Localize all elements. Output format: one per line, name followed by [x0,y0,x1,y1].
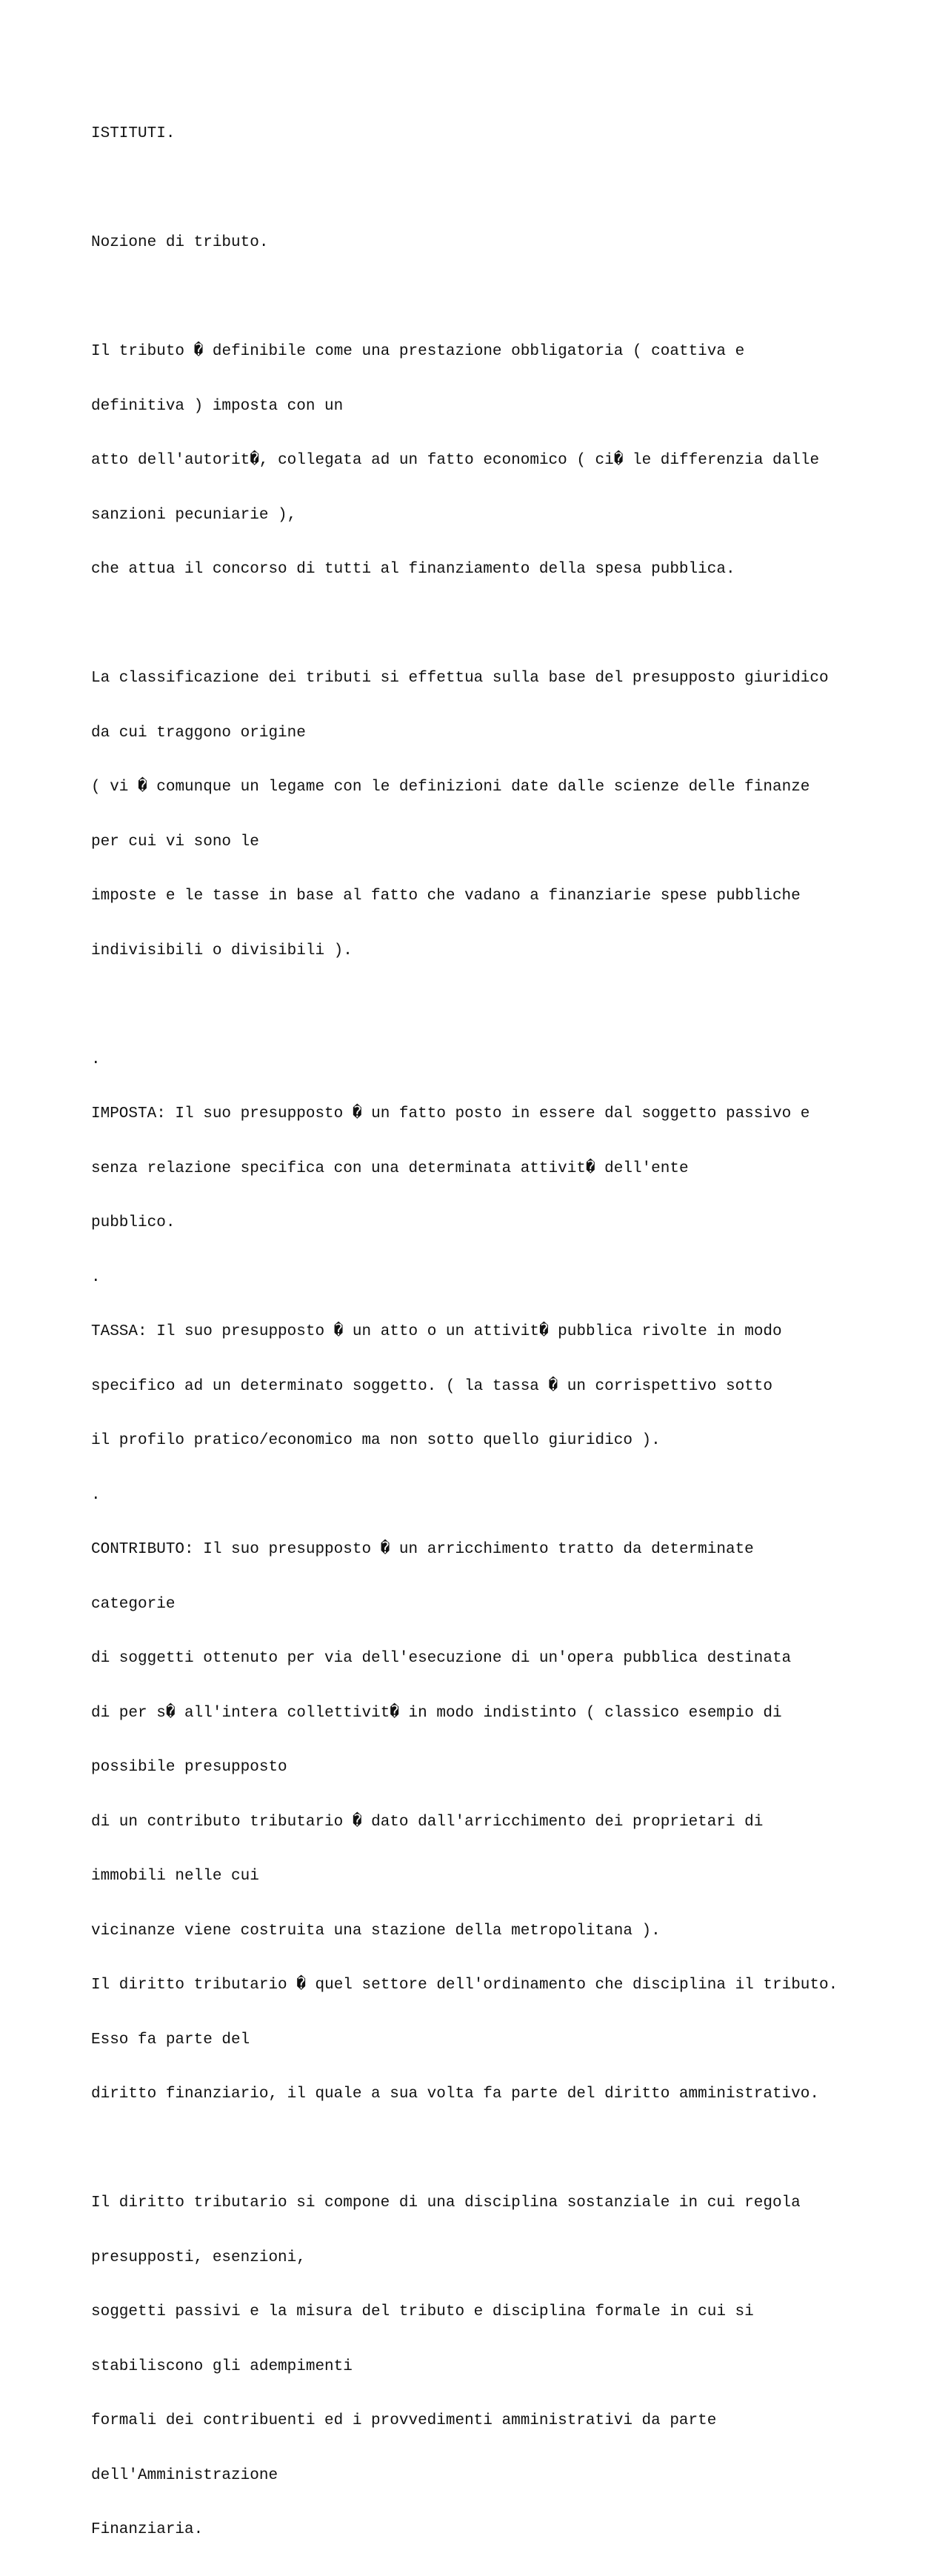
text-line: indivisibili o divisibili ). [91,942,353,959]
text-line: definitiva ) imposta con un [91,397,344,415]
text-line: Esso fa parte del [91,2031,250,2049]
text-line: di soggetti ottenuto per via dell'esecuzione di un'opera pubblica destinata [91,1650,792,1667]
text-line: di un contributo tributario � dato dall'arricchimento dei proprietari di [91,1813,764,1831]
document-title: ISTITUTI. [91,125,176,142]
text-line: vicinanze viene costruita una stazione della metropolitana ). [91,1922,661,1940]
text-line: specifico ad un determinato soggetto. ( la tassa � un corrispettivo sotto [91,1377,772,1395]
text-line: imposte e le tasse in base al fatto che vadano a finanziarie spese pubbliche [91,888,801,905]
section-heading: Nozione di tributo. [91,234,269,251]
text-line: da cui traggono origine [91,724,306,742]
text-line: Il diritto tributario � quel settore dell'ordinamento che disciplina il tributo. [91,1977,838,1994]
text-line: possibile presupposto [91,1759,287,1776]
text-line: stabiliscono gli adempimenti [91,2357,353,2375]
text-line: di per s� all'intera collettivit� in modo indistinto ( classico esempio di [91,1704,782,1722]
text-line: il profilo pratico/economico ma non sotto quello giuridico ). [91,1432,661,1449]
blank-line [91,180,921,199]
text-line: Il tributo � definibile come una prestazione obbligatoria ( coattiva e [91,343,745,360]
text-line: formali dei contribuenti ed i provvedimenti amministrativi da parte [91,2412,717,2429]
blank-line [91,996,921,1015]
text-line: dell'Amministrazione [91,2466,278,2484]
text-line: Finanziaria. [91,2521,204,2538]
blank-line [91,616,921,634]
separator-dot: . [91,1268,101,1286]
text-line: presupposti, esenzioni, [91,2249,306,2266]
text-line: per cui vi sono le [91,833,259,851]
text-line: diritto finanziario, il quale a sua volta fa parte del diritto amministrativo. [91,2086,819,2103]
separator-dot: . [91,1051,101,1068]
blank-line [91,289,921,307]
text-line: La classificazione dei tributi si effettua sulla base del presupposto giuridico [91,670,829,687]
text-line: immobili nelle cui [91,1868,259,1885]
document-body [91,89,921,2576]
text-line: sanzioni pecuniarie ), [91,506,297,524]
text-line: atto dell'autorit�, collegata ad un fatto economico ( ci� le differenzia dalle [91,452,820,469]
text-line: pubblico. [91,1214,176,1231]
text-line: senza relazione specifica con una determinata attivit� dell'ente [91,1159,689,1177]
blank-line [91,2140,921,2159]
separator-dot: . [91,1486,101,1504]
text-line: che attua il concorso di tutti al finanziamento della spesa pubblica. [91,561,735,578]
tassa-definition: TASSA: Il suo presupposto � un atto o un attivit� pubblica rivolte in modo [91,1323,782,1340]
text-line: Il diritto tributario si compone di una disciplina sostanziale in cui regola [91,2194,801,2211]
contributo-definition: CONTRIBUTO: Il suo presupposto � un arricchimento tratto da determinate [91,1541,754,1558]
imposta-definition: IMPOSTA: Il suo presupposto � un fatto posto in essere dal soggetto passivo e [91,1105,810,1122]
text-line: ( vi � comunque un legame con le definizioni date dalle scienze delle finanze [91,779,810,796]
text-line: soggetti passivi e la misura del tributo e disciplina formale in cui si [91,2303,754,2320]
text-line: categorie [91,1595,176,1613]
